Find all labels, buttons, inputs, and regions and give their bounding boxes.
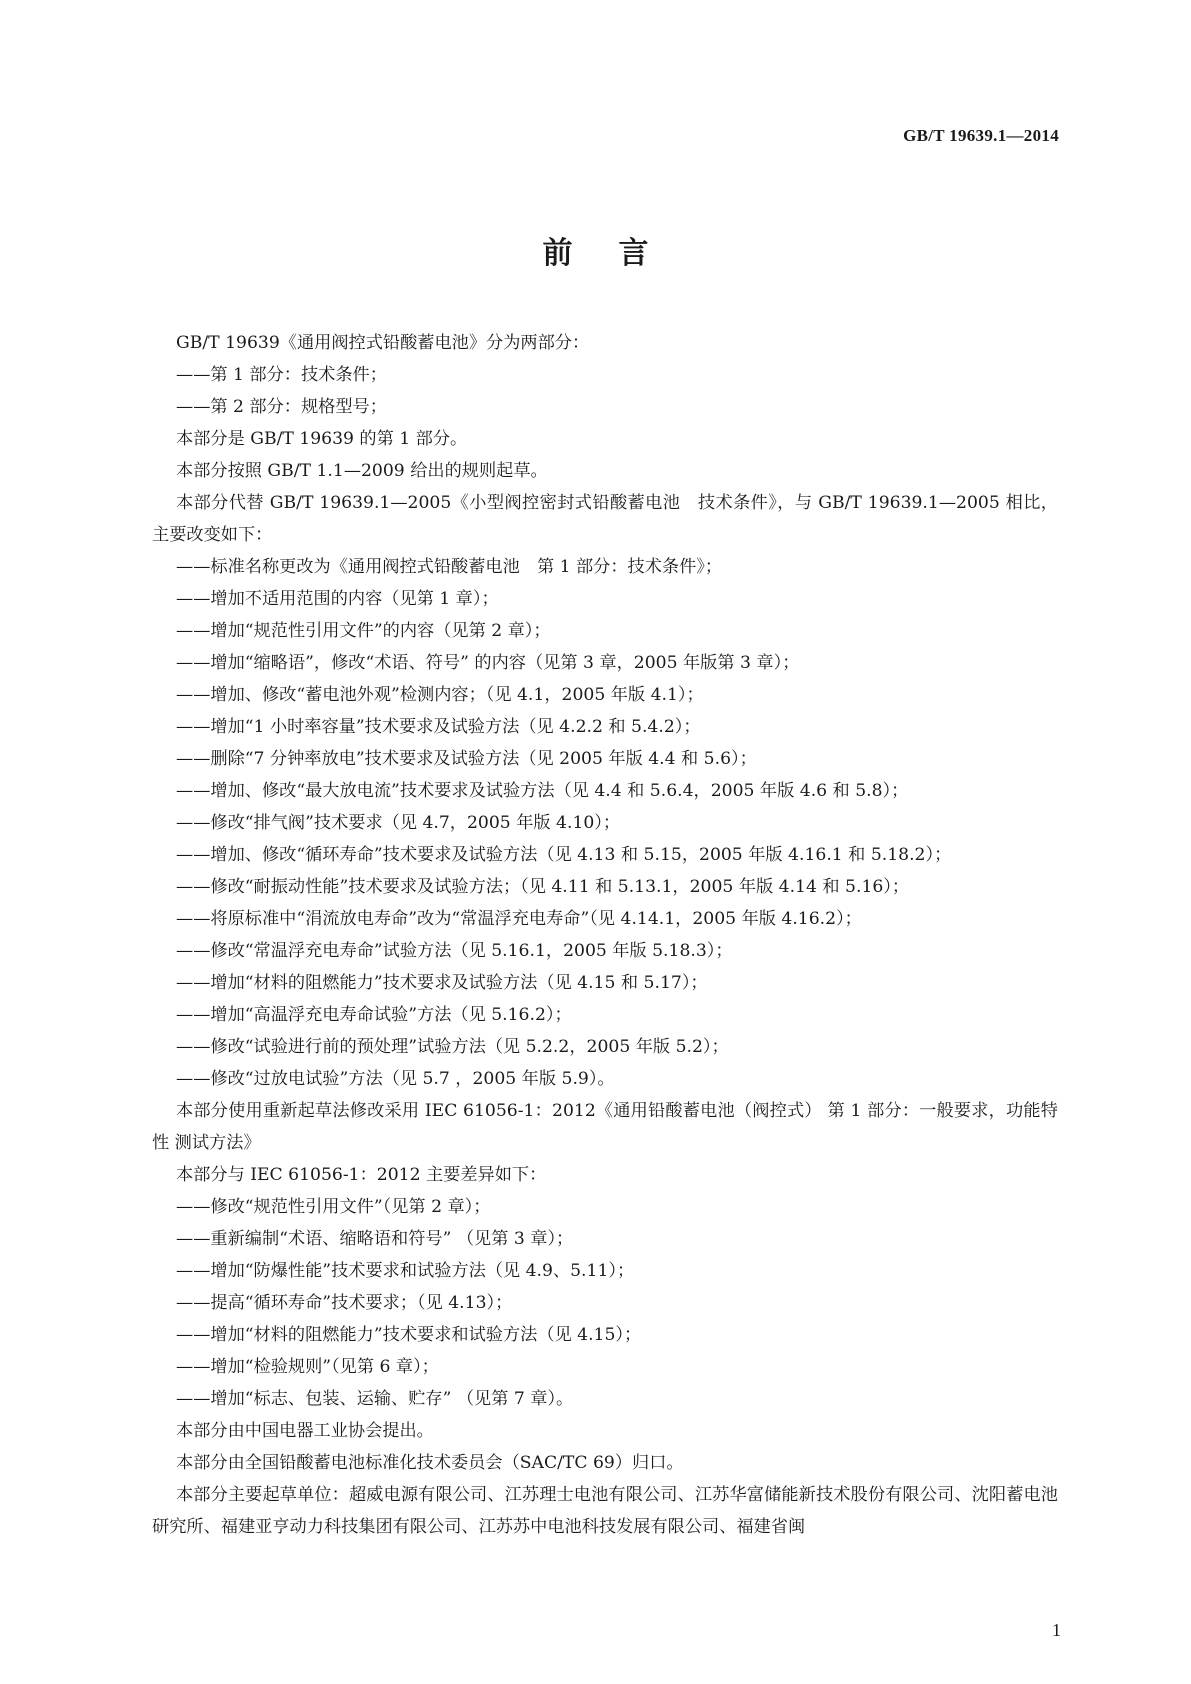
list-item: ——增加“1 小时率容量”技术要求及试验方法（见 4.2.2 和 5.4.2）； (176, 717, 701, 737)
page-number: 1 (1052, 1620, 1061, 1640)
paragraph: 本部分代替 GB/T 19639.1—2005《小型阀控密封式铅酸蓄电池 技术条件》，与 GB/T 19639.1—2005 相比，主要改变如下： (152, 493, 1058, 545)
list-item: ——删除“7 分钟率放电”技术要求及试验方法（见 2005 年版 4.4 和 5.6）； (176, 749, 757, 769)
paragraph: 本部分是 GB/T 19639 的第 1 部分。 (176, 429, 468, 449)
paragraph: 本部分由全国铅酸蓄电池标准化技术委员会（SAC/TC 69）归口。 (176, 1453, 684, 1473)
list-item: ——增加“缩略语”，修改“术语、符号” 的内容（见第 3 章，2005 年版第 3 章）； (176, 653, 800, 673)
list-item: ——修改“常温浮充电寿命”试验方法（见 5.16.1，2005 年版 5.18.3）； (176, 941, 733, 961)
foreword-body (152, 327, 1058, 1543)
list-item: ——修改“过放电试验”方法（见 5.7 ，2005 年版 5.9）。 (176, 1069, 615, 1089)
list-item: ——增加“材料的阻燃能力”技术要求及试验方法（见 4.15 和 5.17）； (176, 973, 708, 993)
list-item: ——增加“防爆性能”技术要求和试验方法（见 4.9、5.11）； (176, 1261, 635, 1281)
list-item: ——将原标准中“涓流放电寿命”改为“常温浮充电寿命”（见 4.14.1，2005 年版 4.16.2）； (176, 909, 862, 929)
page-title: 前言 (542, 236, 695, 271)
list-item: ——标准名称更改为《通用阀控式铅酸蓄电池 第 1 部分：技术条件》； (176, 557, 723, 577)
list-item: ——增加“规范性引用文件”的内容（见第 2 章）； (176, 621, 551, 641)
list-item: ——增加不适用范围的内容（见第 1 章）； (176, 589, 499, 609)
paragraph: 本部分按照 GB/T 1.1—2009 给出的规则起草。 (176, 461, 548, 481)
paragraph: GB/T 19639《通用阀控式铅酸蓄电池》分为两部分： (176, 333, 590, 353)
list-item: ——第 1 部分：技术条件； (176, 365, 387, 385)
list-item: ——增加“标志、包装、运输、贮存” （见第 7 章）。 (176, 1389, 574, 1409)
list-item: ——修改“规范性引用文件”（见第 2 章）； (176, 1197, 491, 1217)
list-item: ——增加、修改“蓄电池外观”检测内容；（见 4.1，2005 年版 4.1）； (176, 685, 704, 705)
list-item: ——增加“高温浮充电寿命试验”方法（见 5.16.2）； (176, 1005, 572, 1025)
standard-number: GB/T 19639.1—2014 (903, 126, 1059, 145)
paragraph: 本部分使用重新起草法修改采用 IEC 61056-1：2012《通用铅酸蓄电池（阀控式） 第 1 部分：一般要求，功能特性 测试方法》 (152, 1101, 1058, 1153)
list-item: ——增加、修改“最大放电流”技术要求及试验方法（见 4.4 和 5.6.4，2005 年版 4.6 和 5.8）； (176, 781, 909, 801)
paragraph: 本部分与 IEC 61056-1：2012 主要差异如下： (176, 1165, 547, 1185)
list-item: ——修改“耐振动性能”技术要求及试验方法；（见 4.11 和 5.13.1，2005 年版 4.14 和 5.16）； (176, 877, 910, 897)
list-item: ——第 2 部分：规格型号； (176, 397, 387, 417)
list-item: ——增加“材料的阻燃能力”技术要求和试验方法（见 4.15）； (176, 1325, 642, 1345)
paragraph: 本部分主要起草单位：超威电源有限公司、江苏理士电池有限公司、江苏华富储能新技术股份有限公司、沈阳蓄电池研究所、福建亚亨动力科技集团有限公司、江苏苏中电池科技发展有限公司、福建省闽 (152, 1485, 1058, 1537)
list-item: ——修改“试验进行前的预处理”试验方法（见 5.2.2，2005 年版 5.2）； (176, 1037, 729, 1057)
list-item: ——增加“检验规则”（见第 6 章）； (176, 1357, 439, 1377)
list-item: ——增加、修改“循环寿命”技术要求及试验方法（见 4.13 和 5.15，2005 年版 4.16.1 和 5.18.2）； (176, 845, 952, 865)
paragraph: 本部分由中国电器工业协会提出。 (176, 1421, 434, 1441)
list-item: ——修改“排气阀”技术要求（见 4.7，2005 年版 4.10）； (176, 813, 621, 833)
list-item: ——提高“循环寿命”技术要求；（见 4.13）； (176, 1293, 513, 1313)
list-item: ——重新编制“术语、缩略语和符号” （见第 3 章）； (176, 1229, 574, 1249)
